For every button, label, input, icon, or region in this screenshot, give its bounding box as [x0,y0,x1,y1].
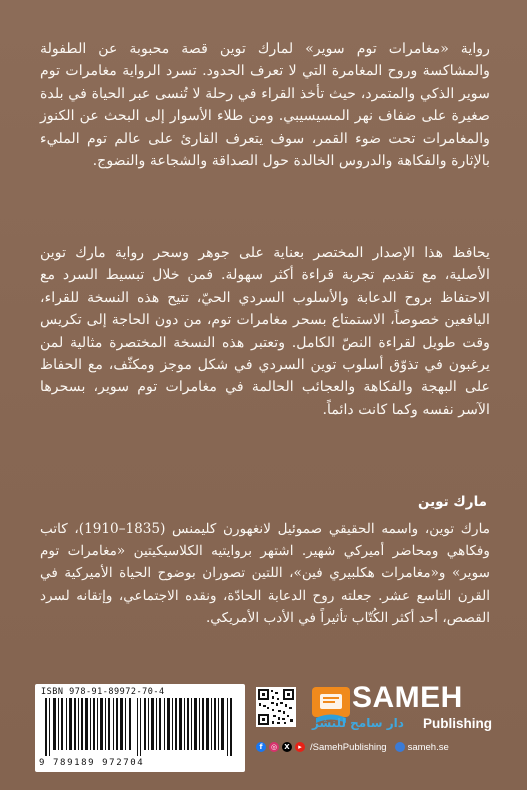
website-link[interactable]: sameh.se [407,741,449,753]
publisher-name: SAMEH [352,681,463,714]
social-handle[interactable]: /SamehPublishing [310,741,387,753]
synopsis-paragraph-2: يحافظ هذا الإصدار المختصر بعناية على جوهر وسحر رواية مارك توين الأصلية، مع تقديم تجربة قراءة أكثر سهولة. فمن خلال تبسيط السرد مع الاحتفاظ بروح الدعابة والأسلوب السردي الحيّ، تتيح هذه النسخة للقراء، اليافعين خصوصاً، الاستمتاع بسحر مغامرات توم، من دون الحاجة إلى تكريس وقت طويل لقراءة النصّ الكامل. وتعتبر هذه النسخة المختصرة مثالية لمن يرغبون في تذوّق أسلوب توين السردي في شكل موجز ومكثّف، مع الحفاظ على البهجة والفكاهة والعجائب الحالمة في مغامرات توم سوير، بسحرها الآسر نفسه وكما كانت دائماً. [40,245,490,418]
barcode-icon [45,698,235,756]
qr-code-icon [256,687,296,727]
facebook-icon[interactable]: f [256,742,266,752]
x-icon[interactable]: X [282,742,292,752]
qr-code [256,687,296,727]
publisher-name-english: Publishing [423,716,492,731]
synopsis-paragraph-1: رواية «مغامرات توم سوير» لمارك توين قصة محبوبة عن الطفولة والمشاكسة وروح المغامرة التي لا تعرف الحدود. تسرد الرواية مغامرات توم سوير الذكي والمتمرد، حيث تأخذ القراء في رحلة لا تُنسى عبر الحياة في بلدة صغيرة على ضفاف نهر المسيسيبي. ومن طلاء الأسوار إلى البحث عن الكنوز والمغامرات تحت ضوء القمر، سوف يتعرف القارئ على عالم توم المليء بالإثارة والفكاهة والدروس الخالدة حول الصداقة والشجاعة والنضوج. [40,41,490,170]
publisher-name-arabic: دار سامح للنشر [312,716,404,730]
social-links [256,740,449,754]
author-heading: مارك توين [417,494,487,510]
isbn-barcode [35,684,245,772]
youtube-icon[interactable]: ▸ [295,742,305,752]
instagram-icon[interactable]: ◎ [270,743,278,751]
author-bio: مارك توين، واسمه الحقيقي صموئيل لانغهورن كليمنس (1835–1910)، كاتب وفكاهي ومحاضر أميركي شهير. اشتهر بروايتيه الكلاسيكيتين «مغامرات توم سوير» و«مغامرات هكلبيري فين»، اللتين تصوران بوضوح الحياة الأميركية في القرن التاسع عشر. جعلته روح الدعابة الحادّة، ونقده الاجتماعي، وإتقانه لسرد القصص، أحد أكثر الكُتّاب تأثيراً في الأدب الأمريكي. [40,521,490,626]
isbn-label: ISBN 978-91-89972-70-4 [41,687,165,697]
globe-icon [395,742,405,752]
publisher-subtitle [312,716,492,731]
barcode-number: 9 789189 972704 [39,758,145,768]
